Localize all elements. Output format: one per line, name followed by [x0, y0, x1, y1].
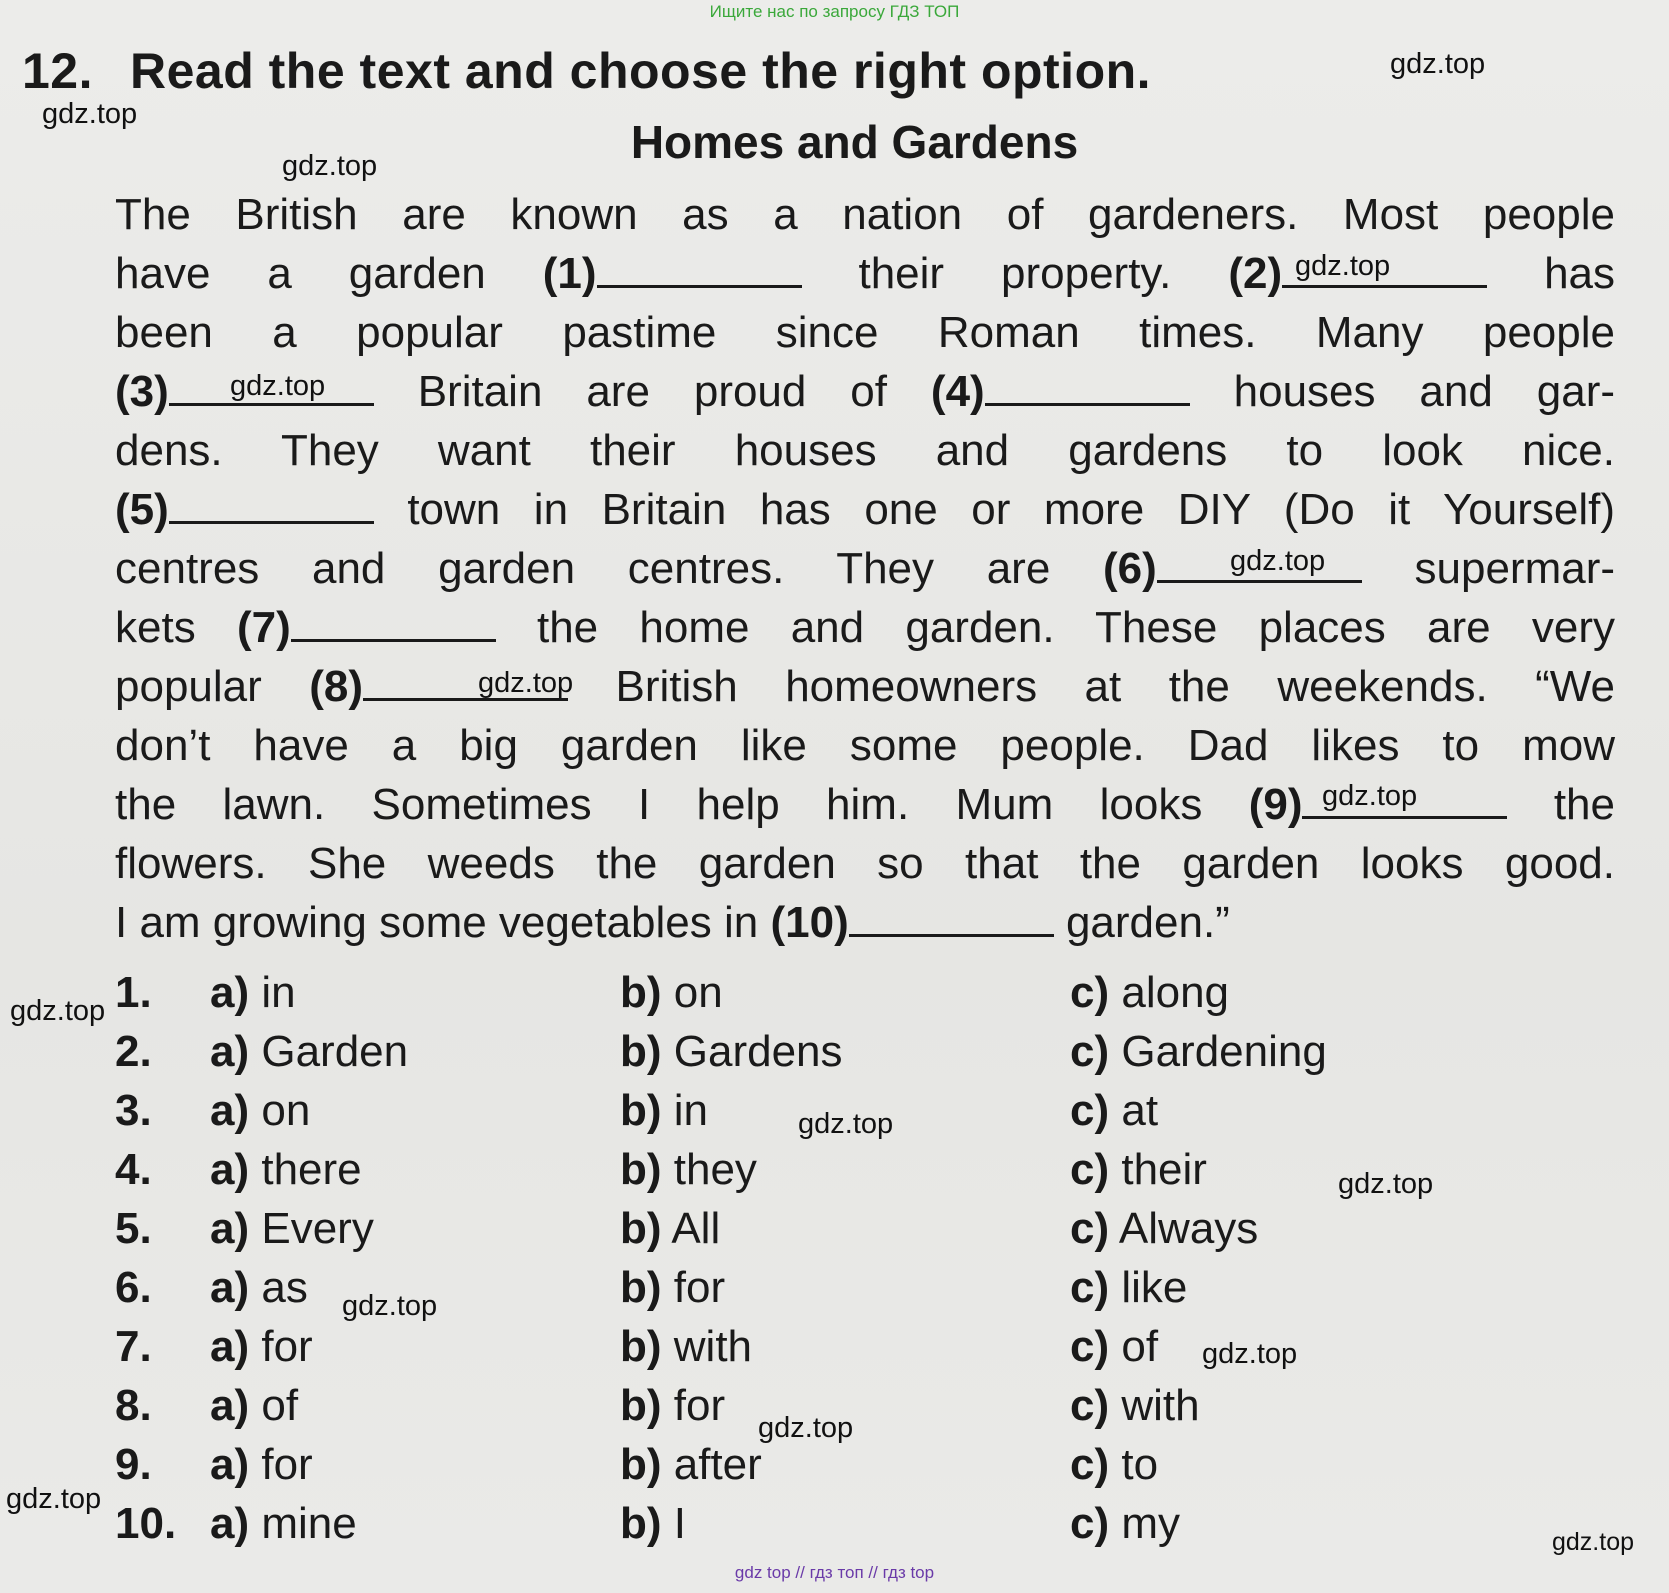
- option-number: 10.: [115, 1499, 177, 1548]
- passage-text: popular: [115, 662, 262, 711]
- gap-blank-4: [985, 363, 1190, 406]
- passage-text: British homeowners at the weekends. “We: [615, 662, 1615, 711]
- option-text: there: [261, 1145, 362, 1194]
- option-letter: a): [210, 1027, 250, 1076]
- option-c: [1070, 1145, 1207, 1195]
- option-letter: a): [210, 1499, 250, 1548]
- option-letter: b): [620, 1322, 662, 1371]
- option-text: to: [1121, 1440, 1159, 1489]
- watermark: gdz.top: [6, 1483, 102, 1515]
- option-text: on: [673, 968, 723, 1017]
- option-text: Garden: [261, 1027, 409, 1076]
- option-number: 8.: [115, 1381, 152, 1430]
- option-text: in: [673, 1086, 709, 1135]
- passage-line: [115, 539, 1615, 598]
- watermark: gdz.top: [478, 667, 574, 699]
- option-text: as: [261, 1263, 308, 1312]
- option-b: [620, 1381, 725, 1431]
- option-c: [1070, 1204, 1258, 1254]
- option-text: they: [673, 1145, 757, 1194]
- passage-text: the lawn. Sometimes I help him. Mum looks: [115, 780, 1203, 829]
- watermark: gdz.top: [1338, 1168, 1434, 1200]
- option-letter: a): [210, 1322, 250, 1371]
- option-text: with: [673, 1322, 753, 1371]
- option-row: [115, 1204, 1615, 1263]
- option-letter: a): [210, 1263, 250, 1312]
- watermark: gdz.top: [1202, 1338, 1298, 1370]
- option-letter: a): [210, 1440, 250, 1489]
- gap-number-3: (3): [115, 367, 169, 416]
- option-number: 3.: [115, 1086, 152, 1135]
- option-letter: b): [620, 1145, 662, 1194]
- option-text: I: [673, 1499, 686, 1548]
- option-b: [620, 1204, 720, 1254]
- watermark: gdz.top: [1390, 48, 1486, 80]
- passage-text: kets: [115, 603, 196, 652]
- option-number: 2.: [115, 1027, 152, 1076]
- passage-line: [115, 893, 1615, 952]
- option-number: 4.: [115, 1145, 152, 1194]
- option-a: [210, 1263, 308, 1313]
- watermark: gdz.top: [798, 1108, 894, 1140]
- option-row: [115, 1440, 1615, 1499]
- option-row: [115, 1263, 1615, 1322]
- option-letter: a): [210, 1145, 250, 1194]
- gap-blank-7: [291, 599, 496, 642]
- option-letter: c): [1070, 968, 1110, 1017]
- passage-text: garden.”: [1065, 898, 1230, 947]
- option-a: [210, 1381, 298, 1431]
- option-text: their: [1121, 1145, 1207, 1194]
- option-a: [210, 1027, 408, 1077]
- exercise-instruction: Read the text and choose the right option.: [130, 43, 1152, 99]
- watermark: gdz.top: [1322, 780, 1418, 812]
- passage-line: [115, 480, 1615, 539]
- option-a: [210, 1440, 313, 1490]
- watermark: gdz.top: [230, 370, 326, 402]
- gap-number-5: (5): [115, 485, 169, 534]
- option-c: [1070, 1440, 1158, 1490]
- option-c: [1070, 1086, 1158, 1136]
- gap-number-4: (4): [930, 367, 985, 416]
- option-text: after: [673, 1440, 762, 1489]
- watermark: gdz.top: [342, 1290, 438, 1322]
- passage-line: [115, 598, 1615, 657]
- option-b: [620, 968, 723, 1018]
- option-letter: a): [210, 1381, 250, 1430]
- option-letter: a): [210, 1086, 250, 1135]
- passage-text: I am growing some vegetables in: [115, 898, 759, 947]
- option-letter: b): [620, 1263, 662, 1312]
- option-text: Gardens: [673, 1027, 843, 1076]
- gap-number-8: (8): [309, 662, 364, 711]
- option-letter: c): [1070, 1263, 1110, 1312]
- option-text: All: [671, 1204, 721, 1253]
- option-letter: c): [1070, 1381, 1110, 1430]
- option-a: [210, 1204, 374, 1254]
- option-letter: b): [620, 1440, 662, 1489]
- option-text: on: [261, 1086, 311, 1135]
- option-c: [1070, 1381, 1200, 1431]
- option-number: 9.: [115, 1440, 152, 1489]
- watermark: gdz.top: [758, 1412, 854, 1444]
- passage-text: the: [1553, 780, 1615, 829]
- option-b: [620, 1086, 708, 1136]
- option-number: 6.: [115, 1263, 152, 1312]
- passage-line: [115, 362, 1615, 421]
- watermark: gdz.top: [10, 995, 106, 1027]
- passage-line: don’t have a big garden like some people. Dad likes to mow: [115, 721, 1615, 770]
- text-title: Homes and Gardens: [630, 116, 1079, 168]
- option-text: Every: [261, 1204, 374, 1253]
- passage-text: Britain are proud of: [417, 367, 887, 416]
- option-b: [620, 1322, 752, 1372]
- option-letter: a): [210, 1204, 250, 1253]
- option-letter: c): [1070, 1145, 1110, 1194]
- answer-options: [115, 968, 1615, 1558]
- top-banner: Ищите нас по запросу ГДЗ ТОП: [709, 2, 960, 21]
- option-a: [210, 1145, 362, 1195]
- gap-blank-1: [597, 245, 802, 288]
- option-letter: a): [210, 968, 250, 1017]
- option-row: [115, 968, 1615, 1027]
- option-row: [115, 1027, 1615, 1086]
- option-number: 1.: [115, 968, 152, 1017]
- option-row: [115, 1499, 1615, 1558]
- option-number: 5.: [115, 1204, 152, 1253]
- option-text: at: [1121, 1086, 1159, 1135]
- option-letter: b): [620, 1381, 662, 1430]
- option-a: [210, 1499, 357, 1549]
- passage-text: the home and garden. These places are very: [536, 603, 1615, 652]
- option-a: [210, 1322, 313, 1372]
- passage-text: centres and garden centres. They are: [115, 544, 1051, 593]
- option-b: [620, 1263, 725, 1313]
- option-text: with: [1121, 1381, 1200, 1430]
- gap-blank-10: [849, 894, 1054, 937]
- gap-number-1: (1): [542, 249, 597, 298]
- gap-number-10: (10): [770, 898, 849, 947]
- gap-number-6: (6): [1103, 544, 1157, 593]
- option-text: Always: [1118, 1204, 1259, 1253]
- option-c: [1070, 1027, 1327, 1077]
- option-b: [620, 1145, 757, 1195]
- option-text: my: [1121, 1499, 1181, 1548]
- option-row: [115, 1381, 1615, 1440]
- gap-blank-5: [169, 481, 374, 524]
- option-b: [620, 1027, 843, 1077]
- option-text: Gardening: [1121, 1027, 1327, 1076]
- option-letter: c): [1070, 1086, 1110, 1135]
- option-text: for: [261, 1322, 313, 1371]
- passage-line: flowers. She weeds the garden so that the garden looks good.: [115, 839, 1615, 888]
- passage-line: dens. They want their houses and gardens to look nice.: [115, 426, 1615, 475]
- option-letter: c): [1070, 1204, 1110, 1253]
- option-c: [1070, 1322, 1158, 1372]
- option-letter: c): [1070, 1440, 1110, 1489]
- option-letter: b): [620, 1027, 662, 1076]
- gap-number-2: (2): [1228, 249, 1283, 298]
- option-text: for: [673, 1381, 726, 1430]
- option-text: of: [261, 1381, 299, 1430]
- passage-text: their property.: [858, 249, 1172, 298]
- option-text: of: [1121, 1322, 1159, 1371]
- passage-text: houses and gar-: [1233, 367, 1615, 416]
- passage-text: has: [1544, 249, 1616, 298]
- option-letter: c): [1070, 1322, 1110, 1371]
- option-a: [210, 1086, 310, 1136]
- watermark: gdz.top: [1552, 1528, 1635, 1556]
- option-row: [115, 1322, 1615, 1381]
- reading-passage: [115, 185, 1615, 952]
- option-letter: c): [1070, 1499, 1110, 1548]
- watermark: gdz.top: [42, 98, 138, 130]
- option-b: [620, 1499, 686, 1549]
- watermark: gdz.top: [282, 150, 378, 182]
- passage-line: The British are known as a nation of gardeners. Most people: [115, 190, 1615, 239]
- option-c: [1070, 1263, 1187, 1313]
- passage-text: town in Britain has one or more DIY (Do it Yourself): [407, 485, 1615, 534]
- passage-line: [115, 657, 1615, 716]
- passage-text: have a garden: [115, 249, 486, 298]
- option-text: like: [1121, 1263, 1188, 1312]
- option-text: mine: [261, 1499, 357, 1548]
- option-c: [1070, 1499, 1180, 1549]
- option-letter: b): [620, 1086, 662, 1135]
- passage-line: been a popular pastime since Roman times. Many people: [115, 308, 1615, 357]
- option-text: in: [261, 968, 296, 1017]
- watermark: gdz.top: [1295, 250, 1391, 282]
- option-letter: b): [620, 1499, 662, 1548]
- option-a: [210, 968, 296, 1018]
- option-text: for: [261, 1440, 313, 1489]
- option-letter: b): [620, 1204, 662, 1253]
- option-c: [1070, 968, 1229, 1018]
- exercise-number: 12.: [22, 43, 94, 99]
- option-text: for: [673, 1263, 726, 1312]
- bottom-banner: gdz top // гдз топ // гдз top: [734, 1563, 935, 1582]
- option-b: [620, 1440, 762, 1490]
- option-letter: b): [620, 968, 662, 1017]
- gap-number-9: (9): [1248, 780, 1303, 829]
- gap-number-7: (7): [236, 603, 291, 652]
- option-text: along: [1121, 968, 1230, 1017]
- watermark: gdz.top: [1230, 545, 1326, 577]
- passage-text: supermar-: [1414, 544, 1615, 593]
- option-letter: c): [1070, 1027, 1110, 1076]
- option-number: 7.: [115, 1322, 152, 1371]
